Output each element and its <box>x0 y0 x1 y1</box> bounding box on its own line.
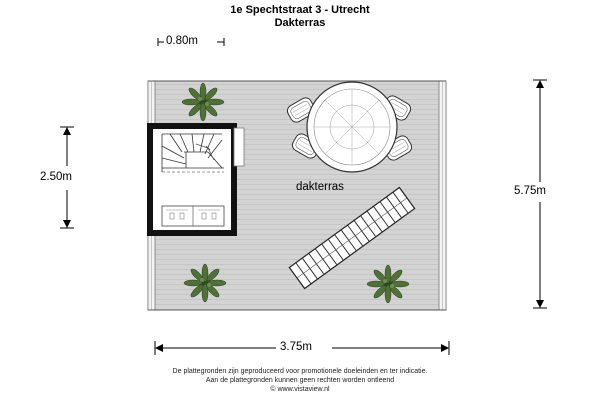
room-label: dakterras <box>296 181 344 193</box>
dimension-top: 0.80m <box>166 35 198 47</box>
dimension-right: 5.75m <box>514 185 546 197</box>
disclaimer-line-2: Aan de plattegronden kunnen geen rechten worden ontleend <box>205 377 395 384</box>
copyright-link[interactable]: © www.vistaview.nl <box>270 386 330 393</box>
dimension-bottom: 3.75m <box>280 341 312 353</box>
disclaimer-line-1: De plattegronden zijn geproduceerd voor promotionele doeleinden en ter indicatie. <box>172 368 428 375</box>
plan-subtitle: Dakterras <box>274 17 326 29</box>
table-icon <box>307 82 397 172</box>
plan-title: 1e Spechtstraat 3 - Utrecht <box>230 4 370 16</box>
dimension-left: 2.50m <box>40 171 72 183</box>
staircase-icon <box>150 126 244 233</box>
